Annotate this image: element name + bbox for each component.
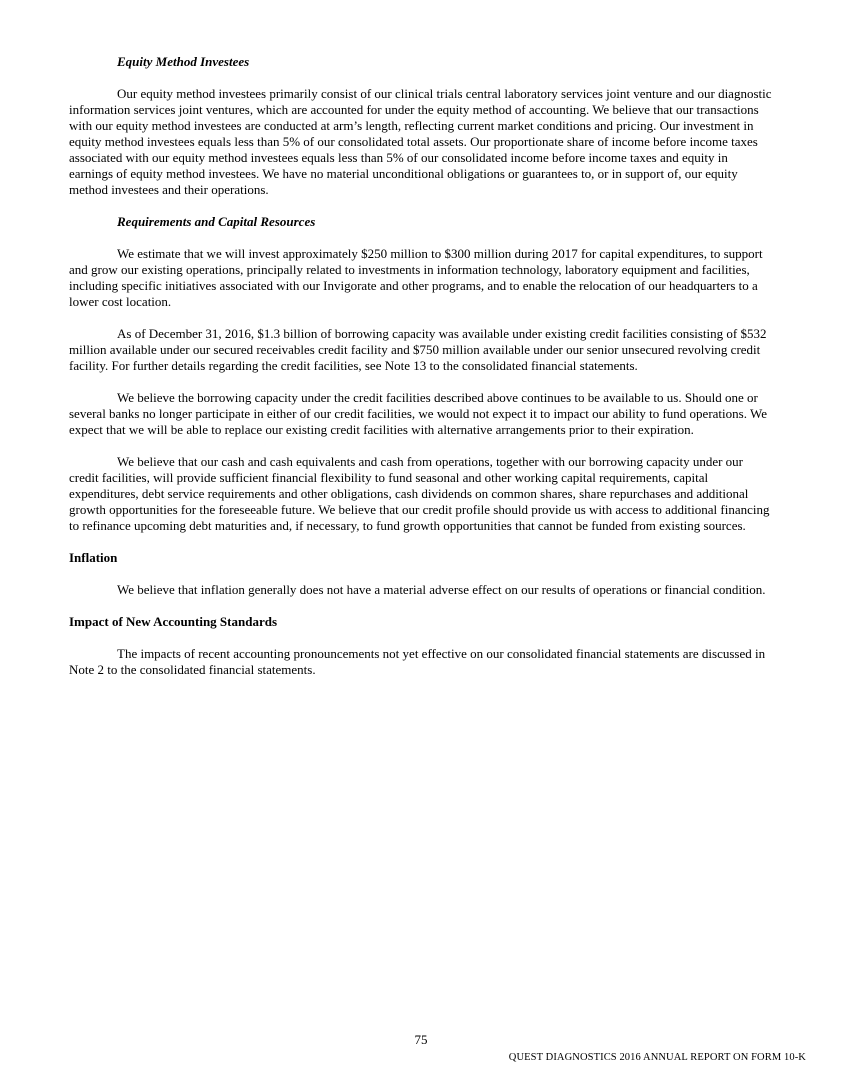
report-footer: QUEST DIAGNOSTICS 2016 ANNUAL REPORT ON FORM 10-K bbox=[508, 1052, 806, 1063]
inflation-paragraph: We believe that inflation generally does not have a material adverse effect on our results of operations or financial condition. bbox=[117, 582, 766, 597]
capital-expenditures-paragraph: We estimate that we will invest approximately $250 million to $300 million during 2017 for capital expenditures, to support and grow our existing operations, principally related to investments in information technology, laboratory equipment and facilities, including specific initiatives associated with our Invigorate and other programs, and to enable the relocation of our headquarters to a lower cost location. bbox=[69, 246, 763, 309]
page-number: 75 bbox=[414, 1032, 428, 1047]
credit-facilities-availability-paragraph: We believe the borrowing capacity under the credit facilities described above continues to be available to us. Should one or several banks no longer participate in either of our credit facilities, we would not expect it to impact our ability to fund operations. We expect that we will be able to replace our existing credit facilities with alternative arrangements prior to their expiration. bbox=[69, 390, 767, 437]
inflation-heading: Inflation bbox=[69, 550, 118, 565]
borrowing-capacity-paragraph: As of December 31, 2016, $1.3 billion of borrowing capacity was available under existing credit facilities consisting of $532 million available under our secured receivables credit facility and $750 million available under our senior unsecured revolving credit facility. For further details regarding the credit facilities, see Note 13 to the consolidated financial statements. bbox=[69, 326, 767, 373]
new-accounting-standards-heading: Impact of New Accounting Standards bbox=[69, 614, 278, 629]
equity-method-investees-paragraph: Our equity method investees primarily consist of our clinical trials central laboratory services joint venture and our diagnostic information services joint ventures, which are accounted for under the equity method of accounting. We believe that our transactions with our equity method investees are conducted at arm’s length, reflecting current market conditions and pricing. Our investment in equity method investees equals less than 5% of our consolidated total assets. Our proportionate share of income before income taxes associated with our equity method investees equals less than 5% of our consolidated income before income taxes and equity in earnings of equity method investees. We have no material unconditional obligations or guarantees to, or in support of, our equity method investees and their operations. bbox=[69, 86, 772, 197]
equity-method-investees-heading: Equity Method Investees bbox=[117, 54, 250, 69]
financial-flexibility-paragraph: We believe that our cash and cash equivalents and cash from operations, together with our borrowing capacity under our credit facilities, will provide sufficient financial flexibility to fund seasonal and other working capital requirements, capital expenditures, debt service requirements and other obligations, cash dividends on common shares, share repurchases and additional growth opportunities for the foreseeable future. We believe that our credit profile should provide us with access to additional financing to refinance upcoming debt maturities and, if necessary, to fund growth opportunities that cannot be funded from existing sources. bbox=[69, 454, 770, 533]
requirements-capital-resources-heading: Requirements and Capital Resources bbox=[117, 214, 316, 229]
new-accounting-standards-paragraph: The impacts of recent accounting pronouncements not yet effective on our consolidated financial statements are discussed in Note 2 to the consolidated financial statements. bbox=[69, 646, 766, 677]
document-page bbox=[69, 54, 774, 694]
